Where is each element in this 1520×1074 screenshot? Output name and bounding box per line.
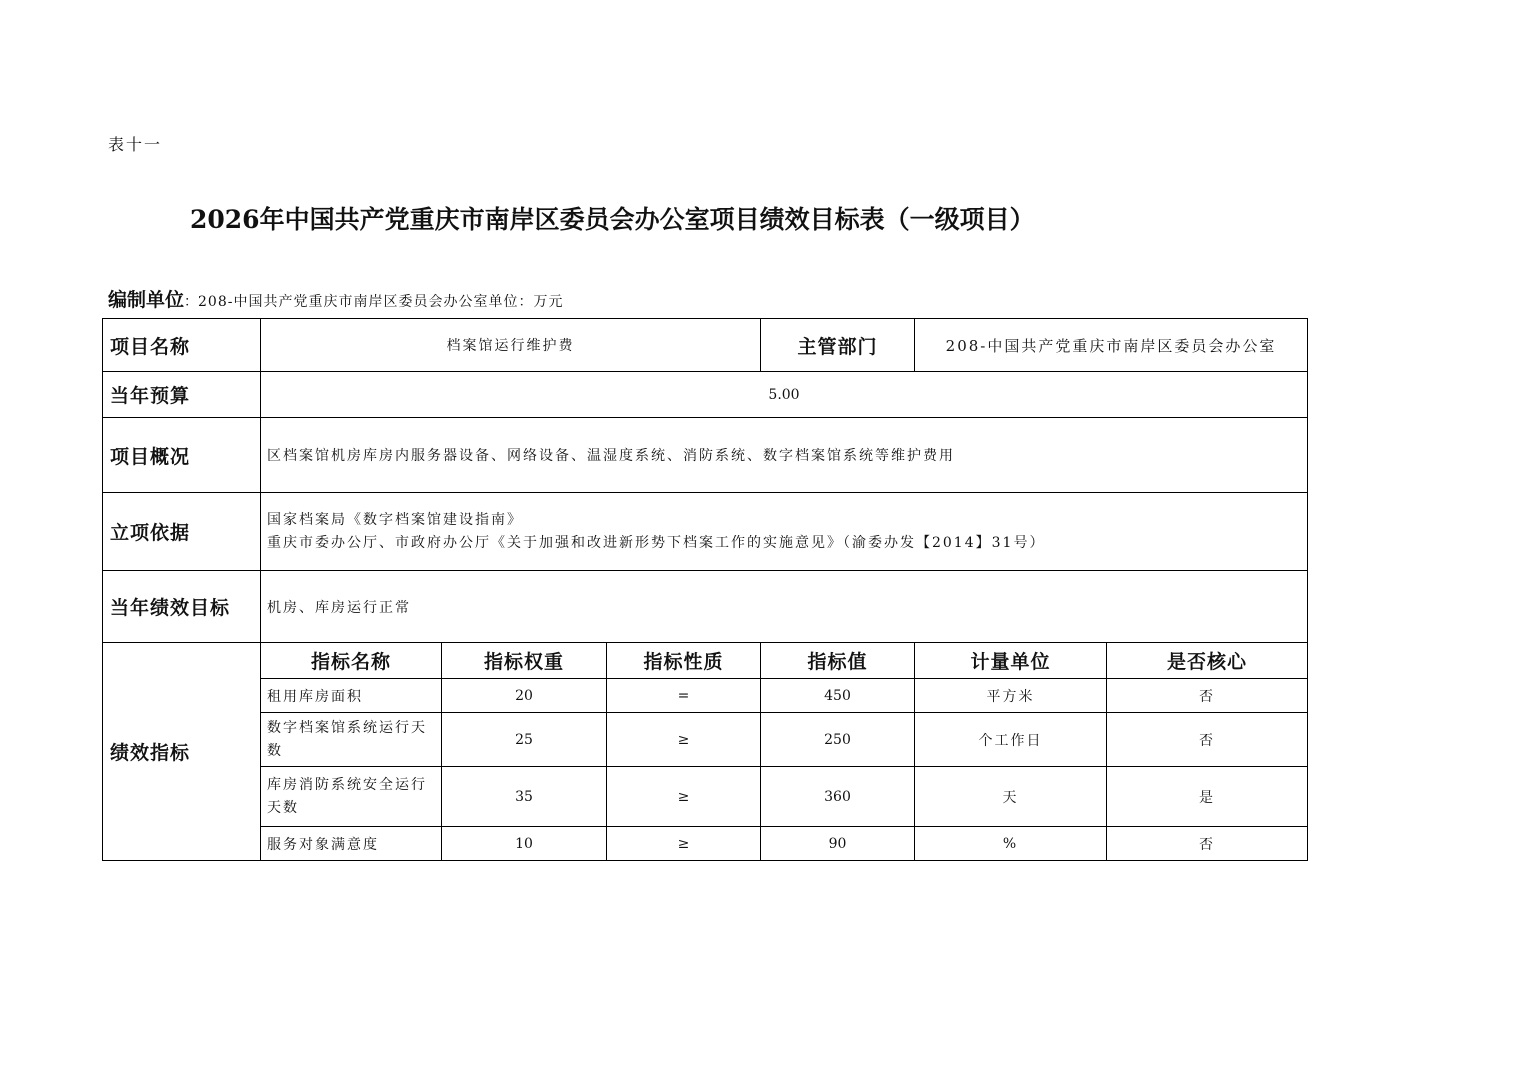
table-row	[103, 767, 1308, 827]
project-name-label: 项目名称	[103, 319, 261, 372]
basis-line: 重庆市委办公厅、市政府办公厅《关于加强和改进新形势下档案工作的实施意见》（渝委办发【2014】31号）	[267, 534, 1046, 551]
indicator-weight: 35	[442, 767, 607, 827]
budget-value: 5.00	[261, 372, 1308, 418]
org-value: 208-中国共产党重庆市南岸区委员会办公室单位：万元	[198, 294, 564, 310]
indicator-value: 250	[761, 713, 915, 767]
indicator-name: 租用库房面积	[261, 679, 442, 713]
indicator-core: 否	[1107, 827, 1308, 861]
header-weight: 指标权重	[442, 643, 607, 679]
indicator-value: 450	[761, 679, 915, 713]
budget-label: 当年预算	[103, 372, 261, 418]
indicator-value: 360	[761, 767, 915, 827]
indicator-weight: 10	[442, 827, 607, 861]
indicator-core: 否	[1107, 679, 1308, 713]
indicator-nature: ≥	[607, 767, 761, 827]
indicator-unit: 个工作日	[915, 713, 1107, 767]
indicator-core: 否	[1107, 713, 1308, 767]
org-colon: ：	[184, 294, 199, 310]
overview-value: 区档案馆机房库房内服务器设备、网络设备、温湿度系统、消防系统、数字档案馆系统等维护费用	[261, 418, 1308, 493]
indicator-weight: 25	[442, 713, 607, 767]
dept-label: 主管部门	[761, 319, 915, 372]
org-label: 编制单位	[108, 289, 185, 311]
table-number: 表十一	[108, 135, 163, 154]
row-goal	[103, 571, 1308, 643]
header-unit: 计量单位	[915, 643, 1107, 679]
table-row	[103, 827, 1308, 861]
project-name-value: 档案馆运行维护费	[261, 319, 761, 372]
overview-label: 项目概况	[103, 418, 261, 493]
performance-table	[102, 318, 1308, 861]
row-budget	[103, 372, 1308, 418]
row-project-name	[103, 319, 1308, 372]
goal-value: 机房、库房运行正常	[261, 571, 1308, 643]
indicator-name: 服务对象满意度	[261, 827, 442, 861]
basis-label: 立项依据	[103, 493, 261, 571]
indicator-unit: 平方米	[915, 679, 1107, 713]
indicator-core: 是	[1107, 767, 1308, 827]
indicator-name: 库房消防系统安全运行天数	[261, 767, 442, 827]
header-indicator-name: 指标名称	[261, 643, 442, 679]
table-row	[103, 713, 1308, 767]
basis-line: 国家档案局《数字档案馆建设指南》	[267, 511, 523, 528]
indicator-unit: 天	[915, 767, 1107, 827]
goal-label: 当年绩效目标	[103, 571, 261, 643]
indicator-header-row	[103, 643, 1308, 679]
header-nature: 指标性质	[607, 643, 761, 679]
indicators-label: 绩效指标	[103, 643, 261, 861]
indicator-nature: ≥	[607, 827, 761, 861]
indicator-unit: %	[915, 827, 1107, 861]
dept-value: 208-中国共产党重庆市南岸区委员会办公室	[915, 319, 1308, 372]
header-value: 指标值	[761, 643, 915, 679]
indicator-weight: 20	[442, 679, 607, 713]
header-core: 是否核心	[1107, 643, 1308, 679]
row-basis	[103, 493, 1308, 571]
indicator-nature: ≥	[607, 713, 761, 767]
row-overview	[103, 418, 1308, 493]
document-title: 2026年中国共产党重庆市南岸区委员会办公室项目绩效目标表（一级项目）	[190, 205, 1035, 234]
basis-value	[261, 493, 1308, 571]
indicator-name: 数字档案馆系统运行天数	[261, 713, 442, 767]
table-row	[103, 679, 1308, 713]
indicator-value: 90	[761, 827, 915, 861]
org-line	[108, 285, 563, 312]
indicator-nature: =	[607, 679, 761, 713]
